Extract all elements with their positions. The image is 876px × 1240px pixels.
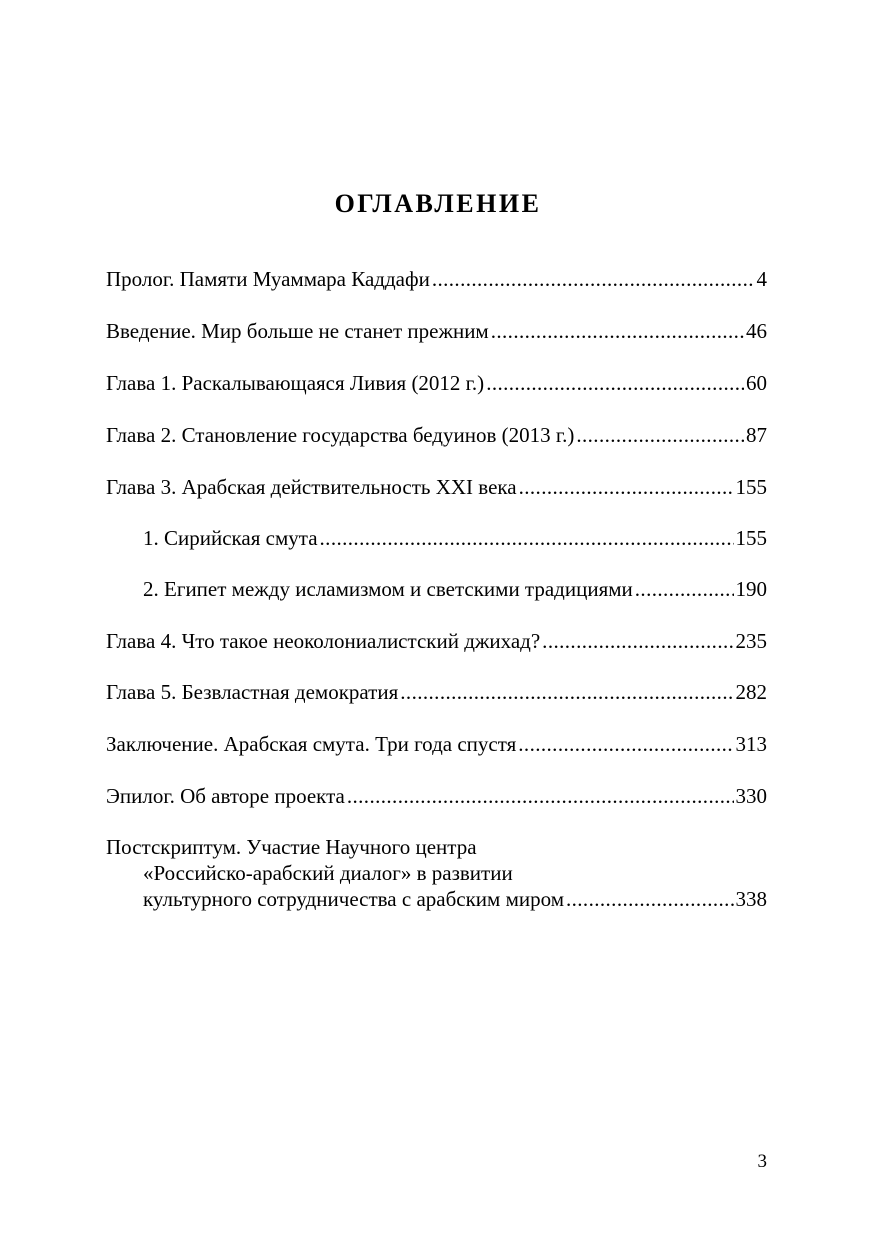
- toc-label: культурного сотрудничества с арабским миром: [143, 887, 564, 911]
- toc-label: 1. Сирийская смута: [143, 526, 318, 550]
- toc-label: Пролог. Памяти Муаммара Каддафи: [106, 267, 430, 291]
- toc-entry-chapter-3: [106, 472, 767, 502]
- toc-page: 87: [746, 423, 767, 447]
- toc-label: Глава 4. Что такое неоколониалистский джихад?: [106, 629, 541, 653]
- toc-entry-conclusion: [106, 729, 767, 759]
- toc-page: 155: [735, 526, 767, 550]
- toc-entry-chapter-4: [106, 626, 767, 656]
- toc-postscript-line-2: «Российско-арабский диалог» в развитии: [143, 861, 513, 885]
- toc-page: 4: [756, 267, 767, 291]
- toc-leader: [320, 523, 734, 553]
- toc-entry-section-3-2: [143, 574, 767, 604]
- toc-page: 46: [746, 319, 767, 343]
- toc-page: 235: [735, 629, 767, 653]
- toc-leader: [542, 626, 733, 656]
- toc-page: 282: [735, 680, 767, 704]
- toc-page: 155: [735, 475, 767, 499]
- toc-leader: [635, 574, 734, 604]
- page-title: ОГЛАВЛЕНИЕ: [334, 189, 542, 218]
- toc-page: 313: [735, 732, 767, 756]
- toc-label: Глава 3. Арабская действительность XXI века: [106, 475, 517, 499]
- toc-leader: [486, 368, 744, 398]
- toc-leader: [576, 420, 744, 450]
- toc-entry-postscript: [143, 884, 767, 914]
- toc-page: 190: [735, 577, 767, 601]
- toc-label: Глава 1. Раскалывающаяся Ливия (2012 г.): [106, 371, 485, 395]
- toc-entry-chapter-1: [106, 368, 767, 398]
- toc-label: Эпилог. Об авторе проекта: [106, 784, 345, 808]
- toc-label: Глава 5. Безвластная демократия: [106, 680, 399, 704]
- toc-entry-introduction: [106, 316, 767, 346]
- toc-leader: [432, 264, 755, 294]
- toc-leader: [519, 472, 734, 502]
- toc-page: 330: [735, 784, 767, 808]
- toc-label: Глава 2. Становление государства бедуинов (2013 г.): [106, 423, 575, 447]
- toc-leader: [491, 316, 744, 346]
- toc-entry-prologue: [106, 264, 767, 294]
- toc-entry-chapter-5: [106, 677, 767, 707]
- toc-label: 2. Египет между исламизмом и светскими традициями: [143, 577, 633, 601]
- toc-leader: [347, 781, 734, 811]
- toc-page: 338: [735, 887, 767, 911]
- toc-leader: [566, 884, 734, 914]
- toc-entry-section-3-1: [143, 523, 767, 553]
- toc-leader: [518, 729, 733, 759]
- toc-entry-epilogue: [106, 781, 767, 811]
- page-number: 3: [757, 1151, 767, 1172]
- toc-postscript-line-1: Постскриптум. Участие Научного центра: [106, 835, 477, 859]
- toc-entry-chapter-2: [106, 420, 767, 450]
- toc-label: Заключение. Арабская смута. Три года спустя: [106, 732, 517, 756]
- toc-page: 60: [746, 371, 767, 395]
- toc-leader: [400, 677, 733, 707]
- toc-label: Введение. Мир больше не станет прежним: [106, 319, 489, 343]
